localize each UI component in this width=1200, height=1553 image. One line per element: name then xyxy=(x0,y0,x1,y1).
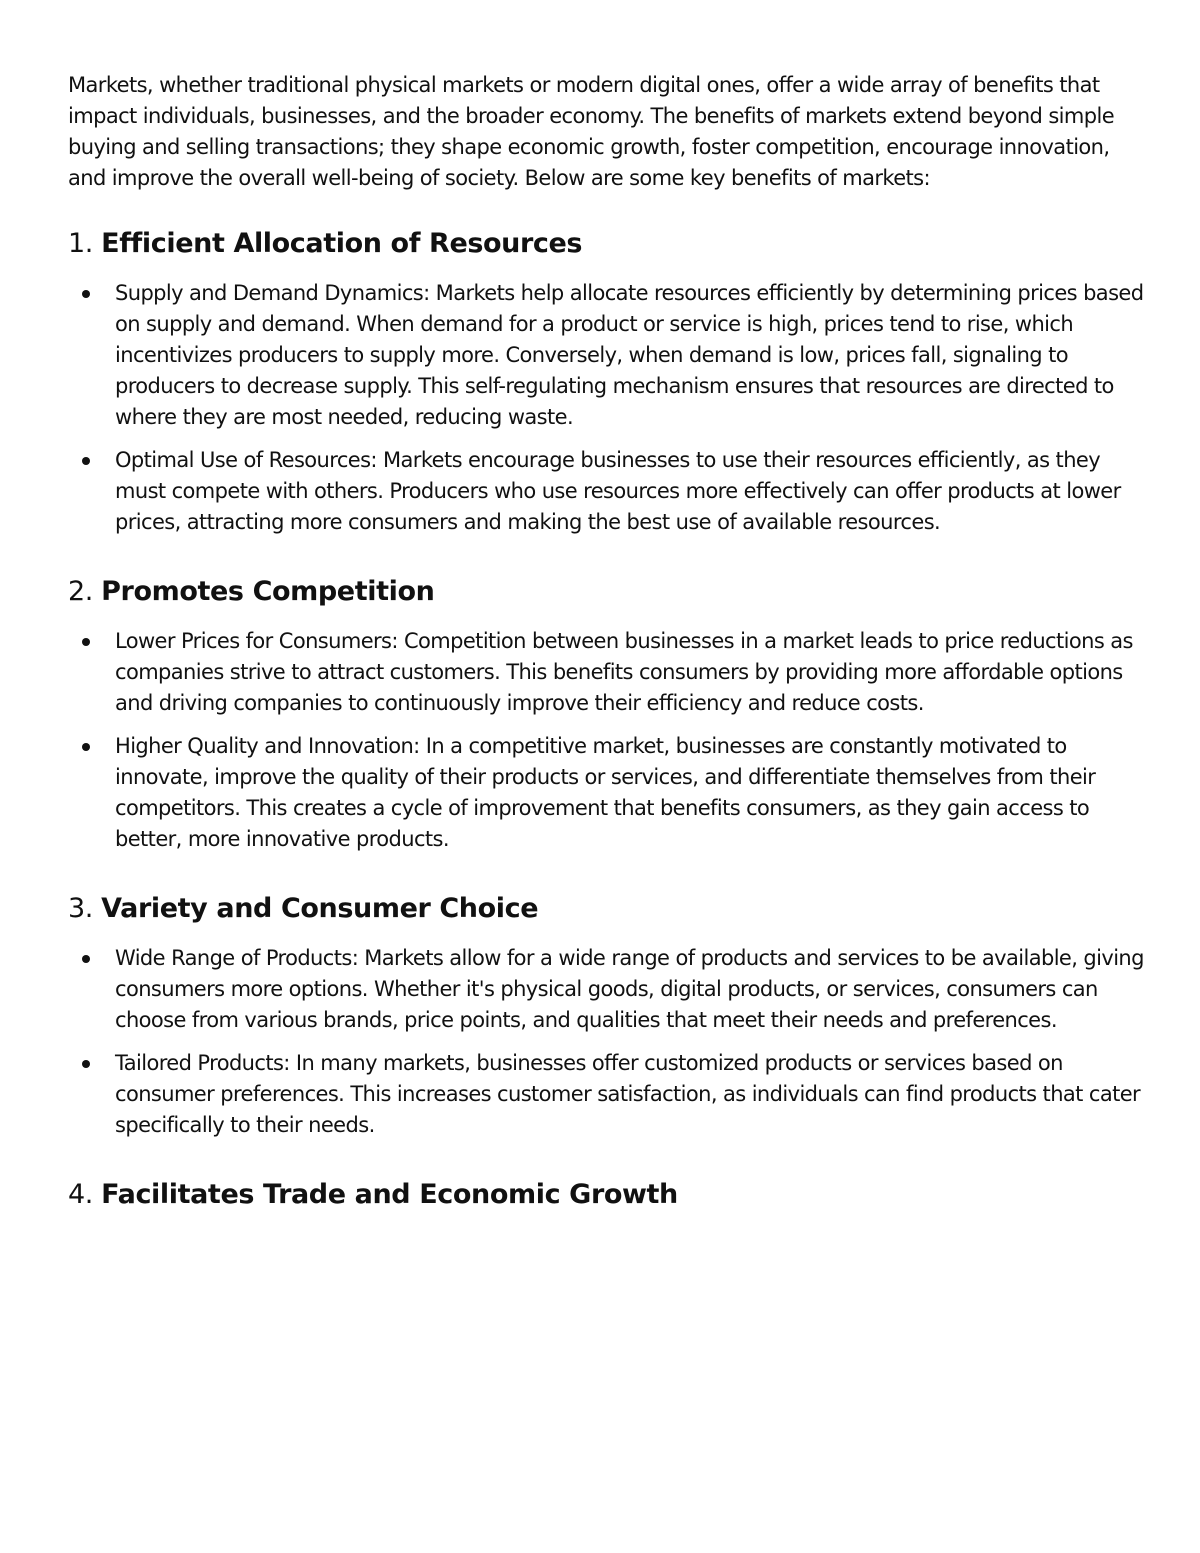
item-text: Markets encourage businesses to use their resources efficiently, as they must compete with others. Producers who use resources more effectively can offer products at lower prices, attracting more consumers and making the best use of available resources. xyxy=(115,448,1121,534)
bullet-list xyxy=(68,278,1148,538)
document-page xyxy=(68,70,1148,1212)
list-item xyxy=(68,731,1148,855)
section-heading xyxy=(68,575,1148,609)
item-text: Markets allow for a wide range of products and services to be available, giving consumers more options. Whether it's physical goods, digital products, or services, consumers can choose from various brands, price points, and qualities that meet their needs and preferences. xyxy=(115,946,1144,1032)
section-number: 4. xyxy=(68,1179,93,1210)
section-number: 3. xyxy=(68,893,93,924)
bullet-icon xyxy=(82,290,90,298)
item-term: Tailored Products: xyxy=(115,1051,290,1075)
item-text: In a competitive market, businesses are constantly motivated to innovate, improve the quality of their products or services, and differentiate themselves from their competitors. This creates a cycle of improvement that benefits consumers, as they gain access to better, more innovative products. xyxy=(115,734,1096,851)
item-text: Markets help allocate resources efficiently by determining prices based on supply and demand. When demand for a product or service is high, prices tend to rise, which incentivizes producers to supply more. Conversely, when demand is low, prices fall, signaling to producers to decrease supply. This self-regulating mechanism ensures that resources are directed to where they are most needed, reducing waste. xyxy=(115,281,1144,429)
item-term: Higher Quality and Innovation: xyxy=(115,734,420,758)
section-title: Efficient Allocation of Resources xyxy=(101,228,583,259)
list-item xyxy=(68,626,1148,719)
bullet-icon xyxy=(82,955,90,963)
section-heading xyxy=(68,227,1148,261)
bullet-list xyxy=(68,626,1148,855)
item-term: Supply and Demand Dynamics: xyxy=(115,281,430,305)
section-number: 2. xyxy=(68,576,93,607)
bullet-icon xyxy=(82,743,90,751)
item-term: Wide Range of Products: xyxy=(115,946,359,970)
section-title: Promotes Competition xyxy=(101,576,435,607)
list-item xyxy=(68,445,1148,538)
bullet-icon xyxy=(82,1060,90,1068)
section-heading xyxy=(68,892,1148,926)
item-term: Optimal Use of Resources: xyxy=(115,448,377,472)
list-item xyxy=(68,1048,1148,1141)
section-heading xyxy=(68,1178,1148,1212)
item-text: Competition between businesses in a market leads to price reductions as companies strive to attract customers. This benefits consumers by providing more affordable options and driving companies to continuously improve their efficiency and reduce costs. xyxy=(115,629,1133,715)
section-number: 1. xyxy=(68,228,93,259)
list-item xyxy=(68,278,1148,433)
list-item xyxy=(68,943,1148,1036)
section-title: Facilitates Trade and Economic Growth xyxy=(101,1179,678,1210)
bullet-list xyxy=(68,943,1148,1141)
item-term: Lower Prices for Consumers: xyxy=(115,629,398,653)
item-text: In many markets, businesses offer customized products or services based on consumer preferences. This increases customer satisfaction, as individuals can find products that cater specifically to their needs. xyxy=(115,1051,1141,1137)
bullet-icon xyxy=(82,638,90,646)
intro-paragraph: Markets, whether traditional physical markets or modern digital ones, offer a wide array of benefits that impact individuals, businesses, and the broader economy. The benefits of markets extend beyond simple buying and selling transactions; they shape economic growth, foster competition, encourage innovation, and improve the overall well-being of society. Below are some key benefits of markets: xyxy=(68,73,1115,190)
bullet-icon xyxy=(82,457,90,465)
section-title: Variety and Consumer Choice xyxy=(101,893,539,924)
